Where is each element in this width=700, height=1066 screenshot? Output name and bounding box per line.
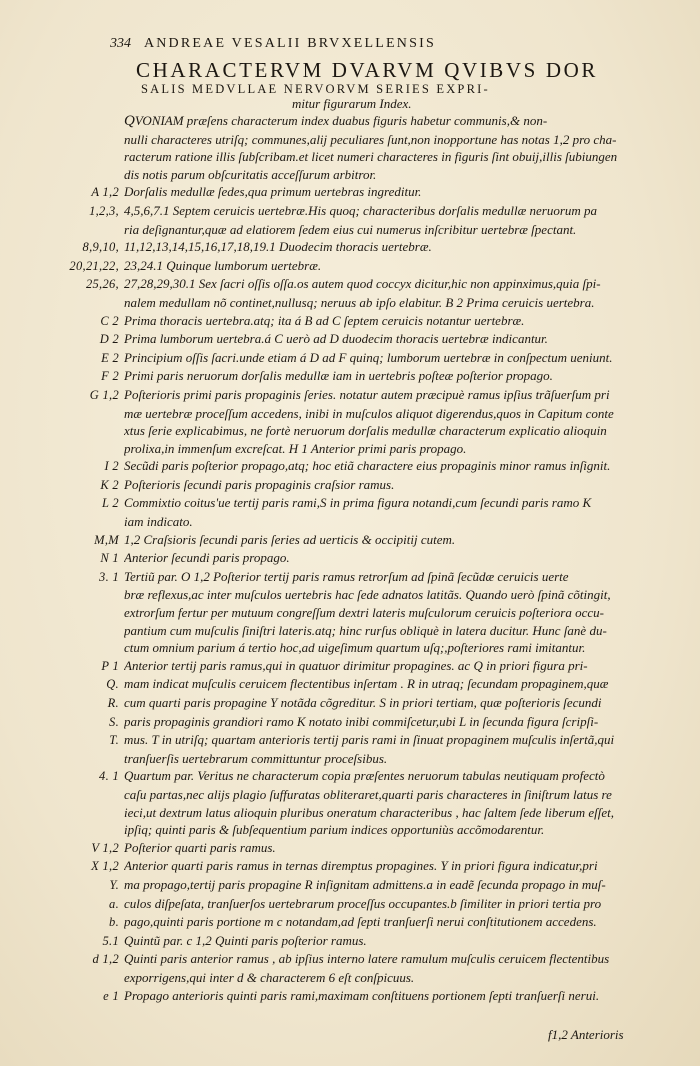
line-text: dis notis parum obſcuritatis acceſſurum arbitror. <box>124 166 377 182</box>
index-line <box>20 531 680 550</box>
line-text: 4,5,6,7.1 Septem ceruicis uertebræ.His quoq; characteribus dorſalis medullæ neruorum pa <box>124 202 598 218</box>
line-label: Q. <box>106 677 119 692</box>
line-text: racterum ratione illis ſubſcribam.et licet numeri characteres in figuris ſint obuij,illis ſubiungen <box>124 149 618 165</box>
line-text: 1,2 Craſsioris ſecundi paris ſeries ad uerticis & occipitij cutem. <box>124 531 456 547</box>
line-text: Primi paris neruorum dorſalis medullæ iam in uertebris poſteæ poſterior propago. <box>124 368 553 384</box>
index-line <box>20 969 680 987</box>
line-text: Anterior tertij paris ramus,qui in quatuor dirimitur propagines. ac Q in priori figura pri- <box>124 657 588 673</box>
index-line <box>20 257 680 276</box>
line-label: 5.1 <box>102 933 119 948</box>
index-line <box>20 932 680 951</box>
index-line <box>20 857 680 876</box>
line-label: T. <box>109 733 119 748</box>
catchword: f1,2 Anterioris <box>548 1027 624 1042</box>
index-line <box>20 275 680 294</box>
line-text: pago,quinti paris portione m c notandam,ad ſepti tranſuerſi nerui conſtitutionem accedens. <box>124 914 597 930</box>
line-label: P 1 <box>101 658 119 673</box>
index-line <box>20 131 680 149</box>
line-text: Dorſalis medullæ ſedes,qua primum uertebras ingreditur. <box>124 184 422 200</box>
line-text: mæ uertebræ proceſſum accedens, inibi in muſculos aliquot digerendus,quos in Capitum conte <box>124 405 614 421</box>
index-line <box>20 622 680 640</box>
index-line <box>20 202 680 221</box>
line-text: Commixtio coitus'ue tertij paris rami,S in prima figura notandi,cum ſecundi paris ramo K <box>124 495 592 511</box>
index-line <box>20 895 680 914</box>
line-text: Quintũ par. c 1,2 Quinti paris poſterior ramus. <box>124 932 367 948</box>
line-label: 1,2,3, <box>89 203 119 218</box>
line-label: Y. <box>109 877 119 892</box>
running-head-author: ANDREAE VESALII BRVXELLENSIS <box>143 36 436 51</box>
index-line <box>20 112 680 131</box>
line-text: cum quarti paris propagine Y notãda cõgreditur. S in priori tertiam, quæ poſterioris ſecundi <box>124 695 602 710</box>
line-label: R. <box>107 696 119 710</box>
line-label: X 1,2 <box>91 859 119 874</box>
line-text: Tertiũ par. O 1,2 Poſterior tertij paris ramus retrorſum ad ſpinã ſecũdæ ceruicis uerte <box>124 568 569 584</box>
index-line <box>20 604 680 622</box>
line-label: d 1,2 <box>92 952 119 967</box>
line-text: ma propago,tertij paris propagine R inſignitam admittens.a in eadẽ ſecunda propago in muſ- <box>124 876 606 892</box>
line-text: Poſterior quarti paris ramus. <box>124 839 276 855</box>
index-line <box>20 767 680 786</box>
line-text: Prima thoracis uertebra.atq; ita á B ad C ſeptem ceruicis notantur uertebræ. <box>124 312 525 328</box>
line-label: 25,26, <box>85 277 119 292</box>
line-label: E 2 <box>101 350 119 365</box>
index-line <box>20 476 680 495</box>
index-line <box>20 549 680 568</box>
running-head <box>110 36 670 52</box>
line-text: tranſuerſis uertebrarum committuntur proceſsibus. <box>124 750 388 766</box>
line-label: M,M <box>94 532 119 547</box>
index-line <box>20 675 680 694</box>
index-line <box>20 639 680 657</box>
line-label: F 2 <box>101 369 119 384</box>
line-text: ieci,ut dextrum latus alioquin pluribus oneratum characteribus , hac ſaltem ſede liberum eſſet, <box>124 804 614 820</box>
line-text: caſu partas,nec alijs plagio ſuffuratas obliteraret,quarti paris characteres in ſiniſtrum latus re <box>124 786 612 802</box>
line-text: QVONIAM præſens characterum index duabus figuris habetur communis,& non- <box>124 113 548 129</box>
line-label: b. <box>109 915 119 930</box>
index-line <box>20 950 680 969</box>
index-body <box>20 112 680 1005</box>
index-line <box>20 987 680 1006</box>
line-text: exporrigens,qui inter d & characterem 6 eſt conſpicuus. <box>124 969 415 985</box>
line-label: C 2 <box>100 313 119 328</box>
index-line <box>20 148 680 166</box>
index-line <box>20 386 680 405</box>
line-label: L 2 <box>101 496 119 511</box>
line-label: N 1 <box>100 551 119 566</box>
index-line <box>20 494 680 513</box>
index-line <box>20 876 680 895</box>
index-line <box>20 839 680 858</box>
index-line <box>20 913 680 932</box>
line-text: ipſiq; quinti paris & ſubſequentium parium indices opportuniùs accõmodarentur. <box>124 822 545 838</box>
index-line <box>20 750 680 768</box>
line-text: pantium cum muſculis ſiniſtri lateris.atq; hinc rurſus obliquè in latera ducitur. Hunc ſanè du- <box>124 622 607 638</box>
index-line <box>20 422 680 440</box>
index-line <box>20 804 680 822</box>
index-line <box>20 713 680 732</box>
line-label: 3. 1 <box>99 569 119 584</box>
line-text: mam indicat muſculis ceruicem flectentibus inſertam . R in utraq; ſecundam propaginem,quæ <box>124 676 609 692</box>
line-text: nulli characteres utriſq; communes,alij peculiares ſunt,non inopportune has notas 1,2 pro cha- <box>124 131 617 147</box>
index-line <box>20 731 680 750</box>
index-line <box>20 221 680 239</box>
line-label: I 2 <box>104 459 119 474</box>
line-text: ctum omnium parium á tertio hoc,ad uigeſimum quartum uſq;,poſteriores rami imitantur. <box>124 640 586 656</box>
index-line <box>20 294 680 312</box>
line-text: iam indicato. <box>124 514 193 530</box>
line-label: V 1,2 <box>91 840 119 855</box>
line-text: Poſterioris primi paris propaginis ſeries. notatur autem præcipuè ramus ipſius trãſuerſum pri <box>124 386 610 402</box>
index-line <box>20 786 680 804</box>
index-line <box>20 238 680 257</box>
index-line <box>20 349 680 368</box>
line-text: extrorſum fertur per mutuum congreſſum dextri lateris muſculorum ceruicis poſteriora occu- <box>124 605 604 621</box>
index-line <box>20 821 680 839</box>
line-text: prolixa,in immenſum excreſcat. H 1 Anterior primi paris propago. <box>124 440 467 456</box>
index-line <box>20 330 680 349</box>
line-text: Propago anterioris quinti paris rami,maximam conſtituens portionem ſepti tranſuerſi nerui. <box>124 987 600 1003</box>
line-text: Principium oſſis ſacri.unde etiam á D ad F quinq; lumborum uertebræ in conſpectum ueniunt. <box>124 349 613 365</box>
line-text: 23,24.1 Quinque lumborum uertebræ. <box>124 257 322 273</box>
line-text: Quartum par. Veritus ne characterum copia præſentes neruorum tabulas neutiquam profectò <box>124 768 605 784</box>
title-line-1: CHARACTERVM DVARVM QVIBVS DOR <box>136 58 598 82</box>
line-text: Anterior quarti paris ramus in ternas diremptus propagines. Y in priori figura indicatur,pri <box>124 858 598 874</box>
line-label: A 1,2 <box>91 185 119 200</box>
line-text: Quinti paris anterior ramus , ab ipſius interno latere ramulum muſculis ceruicem flectentibus <box>124 951 610 967</box>
index-line <box>20 657 680 676</box>
index-line <box>20 568 680 587</box>
index-line <box>20 513 680 531</box>
line-text: Anterior ſecundi paris propago. <box>124 550 290 566</box>
index-line <box>20 367 680 386</box>
title-line-3: mitur figurarum Index. <box>292 96 412 111</box>
index-line <box>20 440 680 458</box>
index-line <box>20 586 680 604</box>
index-line <box>20 166 680 184</box>
line-text: Secũdi paris poſterior propago,atq; hoc etiã charactere eius propaginis minor ramus inſignit. <box>124 458 611 474</box>
line-label: 8,9,10, <box>82 240 119 255</box>
line-label: 4. 1 <box>99 769 119 784</box>
index-line <box>20 312 680 331</box>
line-text: bræ reflexus,ac inter muſculos uertebris hac ſede adnatos latitãs. Quando uerò ſpinã cõtingit, <box>124 587 611 603</box>
page-number: 334 <box>110 36 131 51</box>
line-text: 11,12,13,14,15,16,17,18,19.1 Duodecim thoracis uertebræ. <box>124 239 432 255</box>
line-text: Poſterioris ſecundi paris propaginis craſsior ramus. <box>124 476 395 492</box>
line-label: a. <box>109 896 119 911</box>
line-label: G 1,2 <box>89 387 119 402</box>
line-text: culos diſpeſata, tranſuerſos uertebrarum proceſſus occupantes.b ſimiliter in priori tertia pro <box>124 895 602 911</box>
line-text: paris propaginis grandiori ramo K notato inibi commiſcetur,ubi L in ſecunda figura ſcripſi- <box>124 713 599 729</box>
title-line-2: SALIS MEDVLLAE NERVORVM SERIES EXPRI- <box>141 82 490 96</box>
line-label: S. <box>109 714 119 729</box>
line-text: mus. T in utriſq; quartam anterioris tertij paris rami in ſinuat propaginem muſculis inſertã,qui <box>124 732 615 748</box>
line-label: e 1 <box>103 988 119 1003</box>
index-line <box>20 694 680 713</box>
line-text: 27,28,29,30.1 Sex ſacri oſſis oſſa.os autem quod coccyx dicitur,hic non appinximus,quia ſpi- <box>124 276 601 292</box>
line-text: nalem medullam nõ continet,nullusq; neruus ab ipſo elabitur. B 2 Prima ceruicis uertebra. <box>124 294 595 310</box>
line-text: Prima lumborum uertebra.á C uerò ad D duodecim thoracis uertebræ indicantur. <box>124 331 548 347</box>
index-line <box>20 405 680 423</box>
line-label: D 2 <box>99 332 119 347</box>
line-label: K 2 <box>100 477 119 492</box>
index-line <box>20 457 680 476</box>
line-text: ria deſignantur,quæ ad elatiorem ſedem eius cui numerus inſcribitur uertebræ ſpectant. <box>124 221 577 237</box>
line-text: xtus ſerie explicabimus, ne fortè neruorum dorſalis medullæ characterum explicatio alioquin <box>124 423 607 439</box>
index-line <box>20 183 680 202</box>
line-label: 20,21,22, <box>69 258 119 273</box>
